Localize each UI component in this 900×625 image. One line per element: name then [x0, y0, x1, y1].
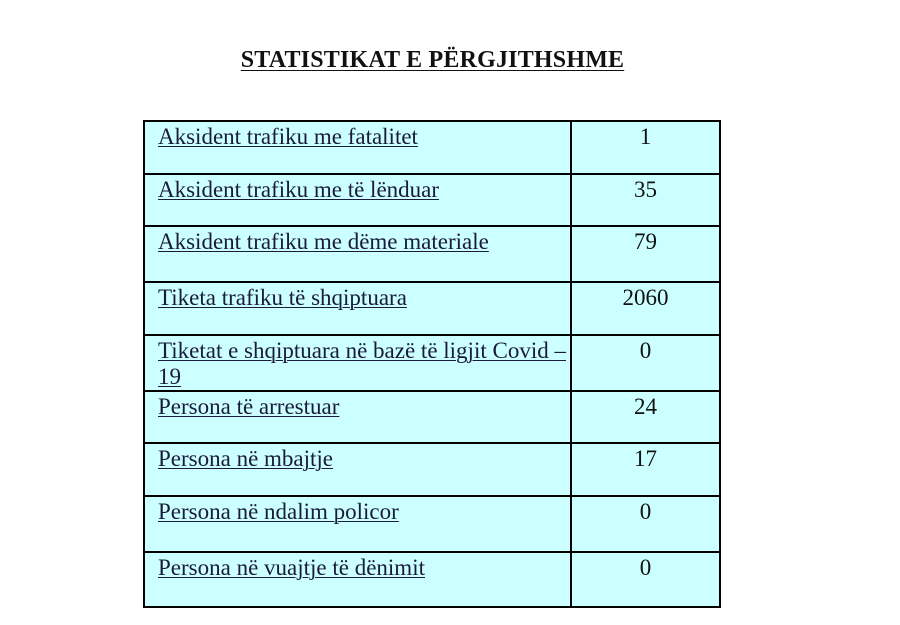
- row-label: Tiketa trafiku të shqiptuara: [158, 285, 407, 310]
- table-row: [144, 552, 720, 607]
- row-value: 1: [571, 121, 720, 174]
- row-value: 0: [571, 496, 720, 552]
- row-label-cell: [144, 335, 571, 391]
- row-label: Persona në mbajtje: [158, 446, 334, 471]
- table-row: [144, 391, 720, 443]
- table-row: [144, 282, 720, 335]
- table-row: [144, 174, 720, 226]
- row-label: Persona në vuajtje të dënimit: [158, 555, 425, 580]
- row-label: Persona të arrestuar: [158, 394, 340, 419]
- page-title: STATISTIKAT E PËRGJITHSHME: [240, 47, 625, 73]
- row-label-cell: [144, 226, 571, 282]
- row-label-cell: [144, 552, 571, 607]
- row-label-cell: [144, 121, 571, 174]
- row-label: Aksident trafiku me dëme materiale: [158, 229, 489, 254]
- row-label-cell: [144, 174, 571, 226]
- table-row: [144, 443, 720, 496]
- row-value: 17: [571, 443, 720, 496]
- row-label: Aksident trafiku me të lënduar: [158, 177, 440, 202]
- row-label: Aksident trafiku me fatalitet: [158, 124, 418, 149]
- row-value: 35: [571, 174, 720, 226]
- row-label-cell: [144, 443, 571, 496]
- table-row: [144, 121, 720, 174]
- row-label-cell: [144, 282, 571, 335]
- row-value: 0: [571, 335, 720, 391]
- row-value: 2060: [571, 282, 720, 335]
- table-row: [144, 226, 720, 282]
- row-value: 79: [571, 226, 720, 282]
- table-row: [144, 496, 720, 552]
- row-label-cell: [144, 391, 571, 443]
- row-value: 24: [571, 391, 720, 443]
- table-row: [144, 335, 720, 391]
- row-value: 0: [571, 552, 720, 607]
- row-label-cell: [144, 496, 571, 552]
- row-label: Persona në ndalim policor: [158, 499, 399, 524]
- statistics-table: [143, 120, 721, 608]
- row-label: Tiketat e shqiptuara në bazë të ligjit Covid – 19: [158, 338, 566, 389]
